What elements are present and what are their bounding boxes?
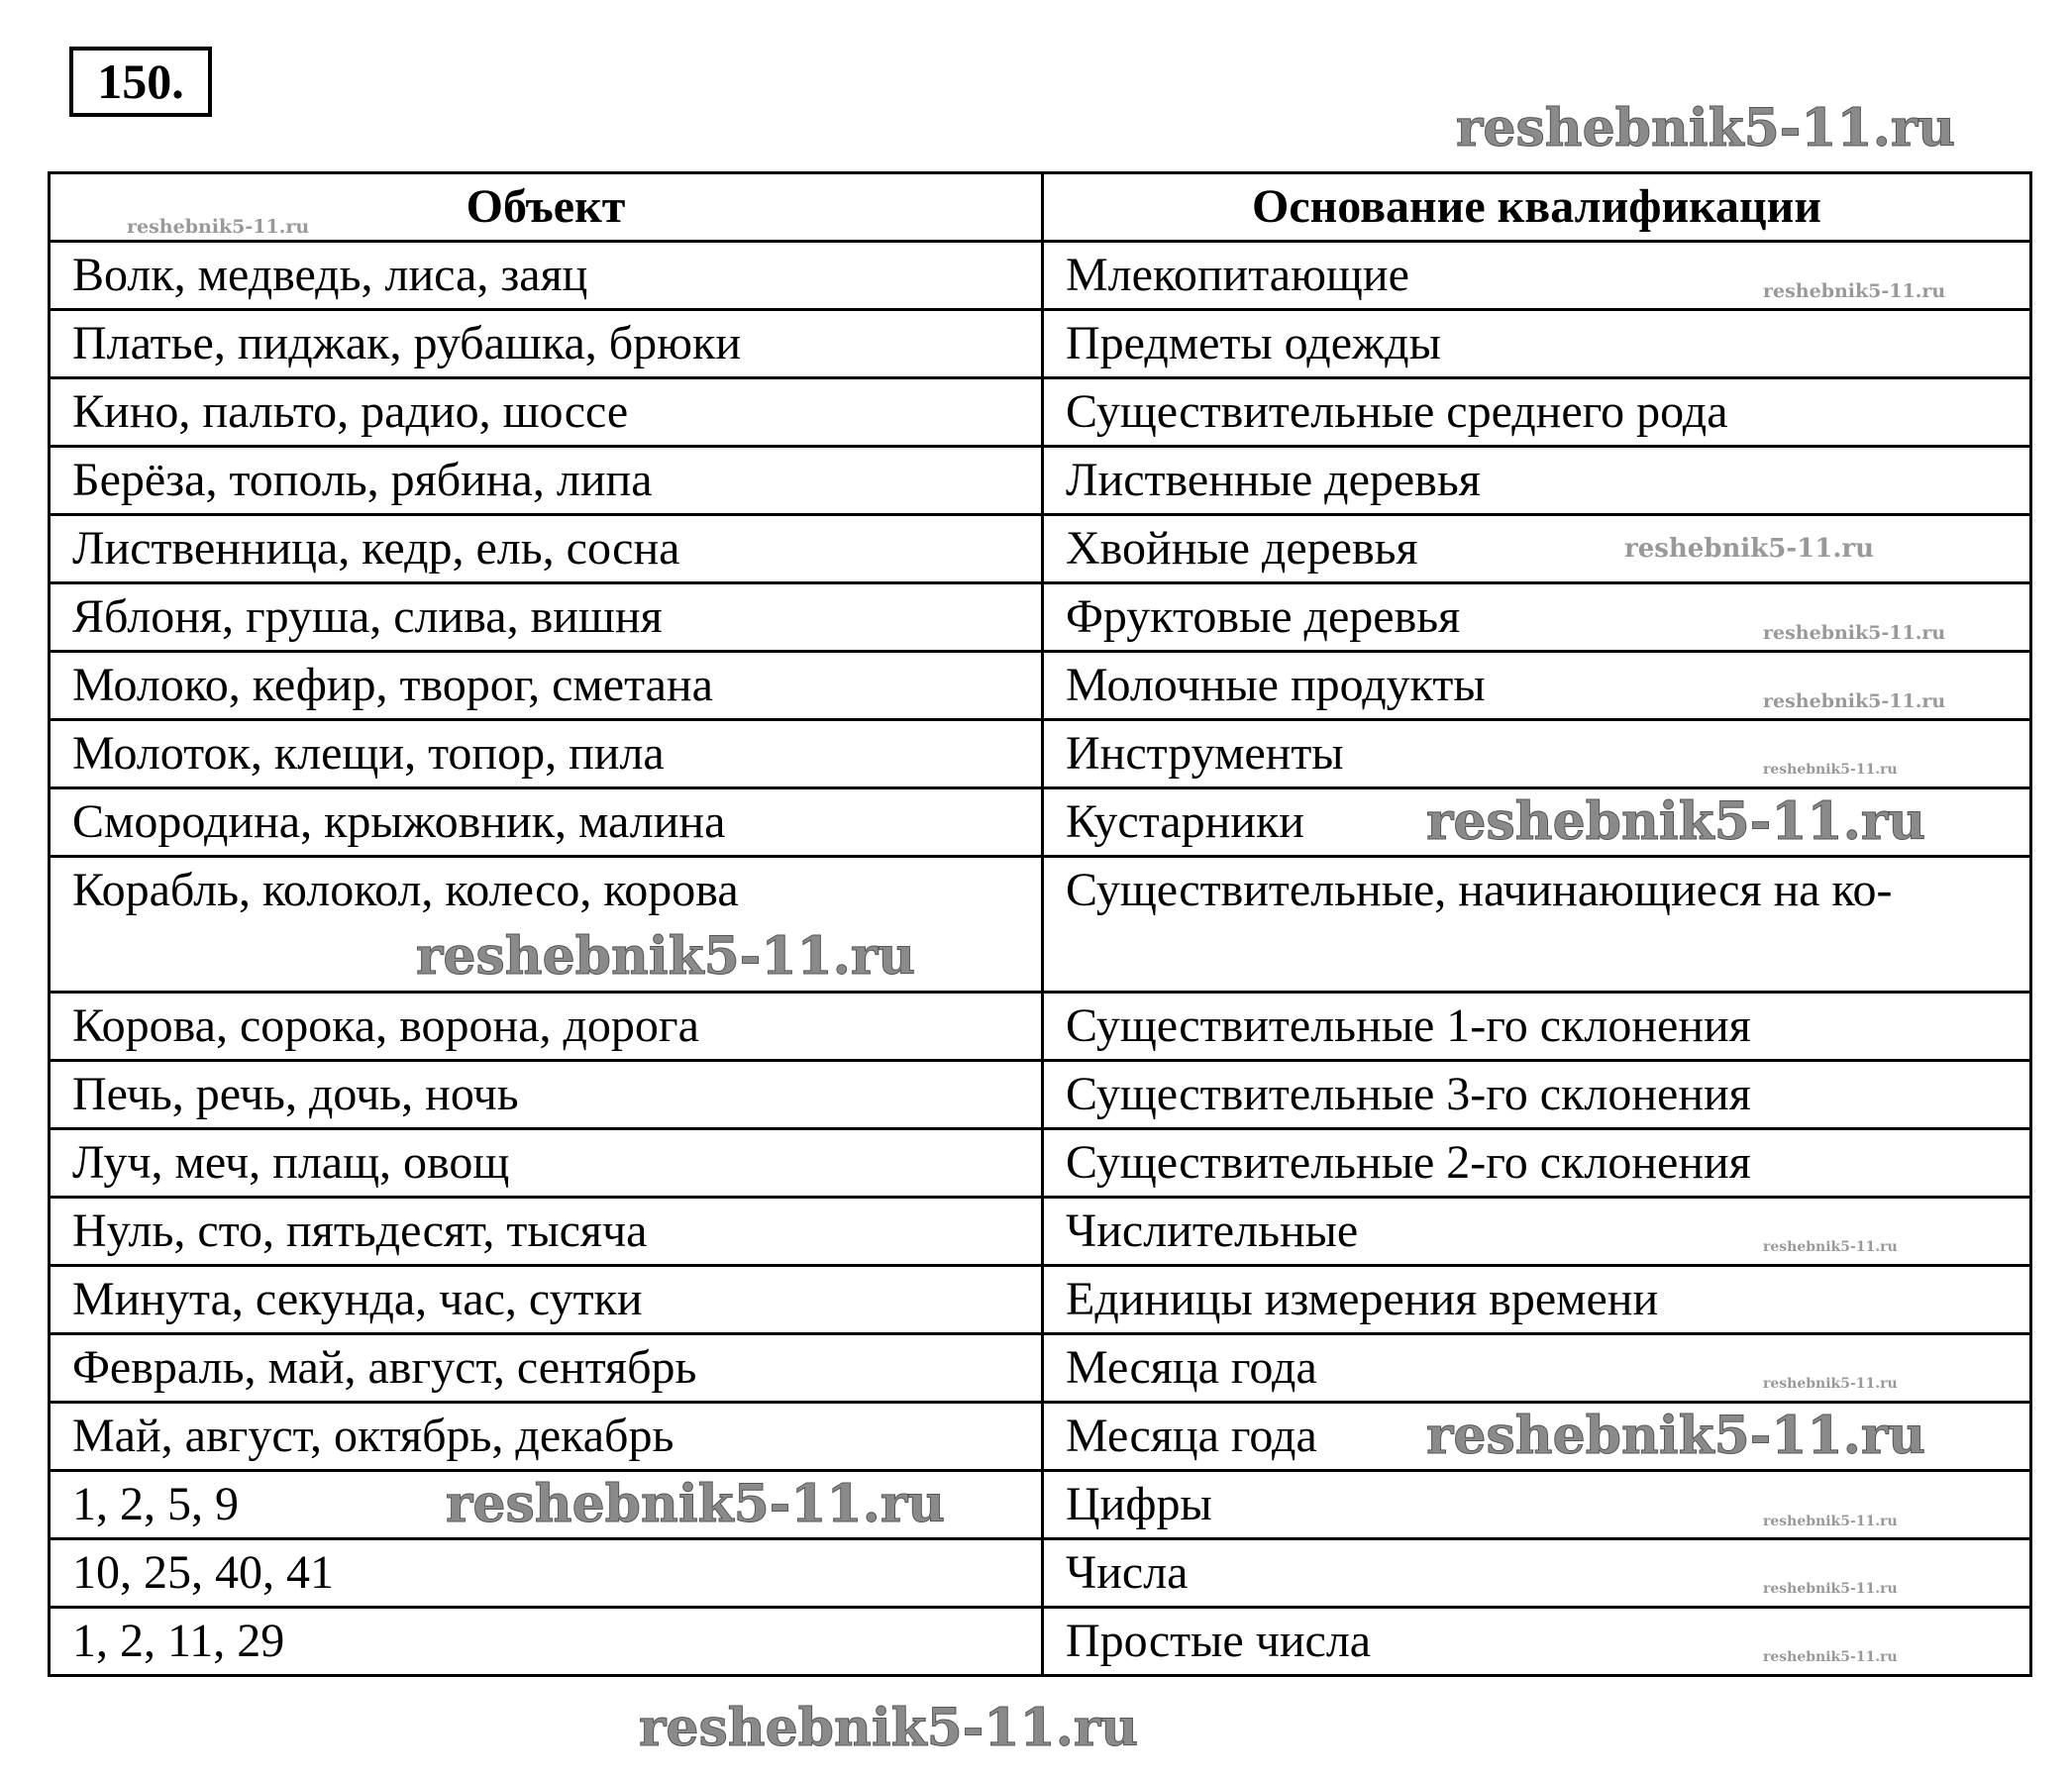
object-cell: Берёза, тополь, рябина, липа xyxy=(50,447,1043,515)
object-cell: 1, 2, 11, 29 xyxy=(50,1608,1043,1676)
basis-cell: Фруктовые деревья xyxy=(1043,583,2031,652)
table-row xyxy=(50,993,2031,1061)
table-row xyxy=(50,378,2031,447)
object-cell: Минута, секунда, час, сутки xyxy=(50,1266,1043,1334)
header-basis: Основание квалификации xyxy=(1043,173,2031,242)
object-cell: Нуль, сто, пятьдесят, тысяча xyxy=(50,1198,1043,1266)
table-row xyxy=(50,583,2031,652)
watermark: reshebnik5-11.ru xyxy=(1426,1406,1926,1466)
watermark: reshebnik5-11.ru xyxy=(1426,791,1926,852)
table-row xyxy=(50,1608,2031,1676)
table-row xyxy=(50,1129,2031,1198)
header-row xyxy=(50,173,2031,242)
watermark: reshebnik5-11.ru xyxy=(1763,280,1946,302)
basis-cell: Инструменты xyxy=(1043,720,2031,788)
object-cell: Февраль, май, август, сентябрь xyxy=(50,1334,1043,1403)
object-cell: 1, 2, 5, 9 xyxy=(50,1471,1043,1539)
watermark: reshebnik5-11.ru xyxy=(1763,1581,1898,1597)
object-cell: Кино, пальто, радио, шоссе xyxy=(50,378,1043,447)
watermark: reshebnik5-11.ru xyxy=(416,926,916,987)
basis-cell: Месяца года xyxy=(1043,1403,2031,1471)
object-cell: Молоток, клещи, топор, пила xyxy=(50,720,1043,788)
object-cell: Печь, речь, дочь, ночь xyxy=(50,1061,1043,1129)
table-row xyxy=(50,447,2031,515)
table-row xyxy=(50,1539,2031,1608)
exercise-number: 150. xyxy=(69,47,212,117)
basis-cell: Хвойные деревья xyxy=(1043,515,2031,583)
object-cell: Смородина, крыжовник, малина xyxy=(50,788,1043,857)
object-cell: Корабль, колокол, колесо, корова xyxy=(50,857,1043,993)
watermark: reshebnik5-11.ru xyxy=(1763,1376,1898,1392)
basis-cell: Существительные 1-го склонения xyxy=(1043,993,2031,1061)
watermark: reshebnik5-11.ru xyxy=(127,216,310,238)
basis-cell: Существительные 3-го склонения xyxy=(1043,1061,2031,1129)
table-row xyxy=(50,242,2031,310)
watermark: reshebnik5-11.ru xyxy=(1763,1239,1898,1255)
watermark: reshebnik5-11.ru xyxy=(1763,1649,1898,1665)
object-cell: Платье, пиджак, рубашка, брюки xyxy=(50,310,1043,378)
object-cell: 10, 25, 40, 41 xyxy=(50,1539,1043,1608)
object-cell: Молоко, кефир, творог, сметана xyxy=(50,652,1043,720)
table-row xyxy=(50,652,2031,720)
object-cell: Луч, меч, плащ, овощ xyxy=(50,1129,1043,1198)
basis-cell: Простые числа xyxy=(1043,1608,2031,1676)
table-row xyxy=(50,1061,2031,1129)
basis-cell: Млекопитающие xyxy=(1043,242,2031,310)
table-row xyxy=(50,310,2031,378)
object-cell: Волк, медведь, лиса, заяц xyxy=(50,242,1043,310)
object-cell: Май, август, октябрь, декабрь xyxy=(50,1403,1043,1471)
watermark: reshebnik5-11.ru xyxy=(1763,762,1898,778)
basis-cell: Предметы одежды xyxy=(1043,310,2031,378)
watermark: reshebnik5-11.ru xyxy=(1624,534,1875,564)
basis-cell: Молочные продукты xyxy=(1043,652,2031,720)
watermark: reshebnik5-11.ru xyxy=(1456,98,1956,158)
table-row xyxy=(50,857,2031,993)
basis-cell: Существительные среднего рода xyxy=(1043,378,2031,447)
watermark: reshebnik5-11.ru xyxy=(1763,690,1946,712)
basis-cell: Лиственные деревья xyxy=(1043,447,2031,515)
watermark: reshebnik5-11.ru xyxy=(639,1698,1139,1758)
basis-cell: Месяца года xyxy=(1043,1334,2031,1403)
watermark: reshebnik5-11.ru xyxy=(1763,1514,1898,1529)
table-row xyxy=(50,1266,2031,1334)
object-cell: Яблоня, груша, слива, вишня xyxy=(50,583,1043,652)
basis-cell: Числа xyxy=(1043,1539,2031,1608)
basis-cell: Существительные, начинающиеся на ко- xyxy=(1043,857,2031,993)
header-object: Объект xyxy=(50,173,1043,242)
table-row xyxy=(50,1334,2031,1403)
table-row xyxy=(50,1471,2031,1539)
object-cell: Корова, сорока, ворона, дорога xyxy=(50,993,1043,1061)
table-row xyxy=(50,1198,2031,1266)
object-cell: Лиственница, кедр, ель, сосна xyxy=(50,515,1043,583)
basis-cell: Цифры xyxy=(1043,1471,2031,1539)
basis-cell: Числительные xyxy=(1043,1198,2031,1266)
basis-cell: Кустарники xyxy=(1043,788,2031,857)
basis-cell: Существительные 2-го склонения xyxy=(1043,1129,2031,1198)
watermark: reshebnik5-11.ru xyxy=(1763,622,1946,644)
basis-cell: Единицы измерения времени xyxy=(1043,1266,2031,1334)
watermark: reshebnik5-11.ru xyxy=(446,1474,946,1534)
table-row xyxy=(50,720,2031,788)
